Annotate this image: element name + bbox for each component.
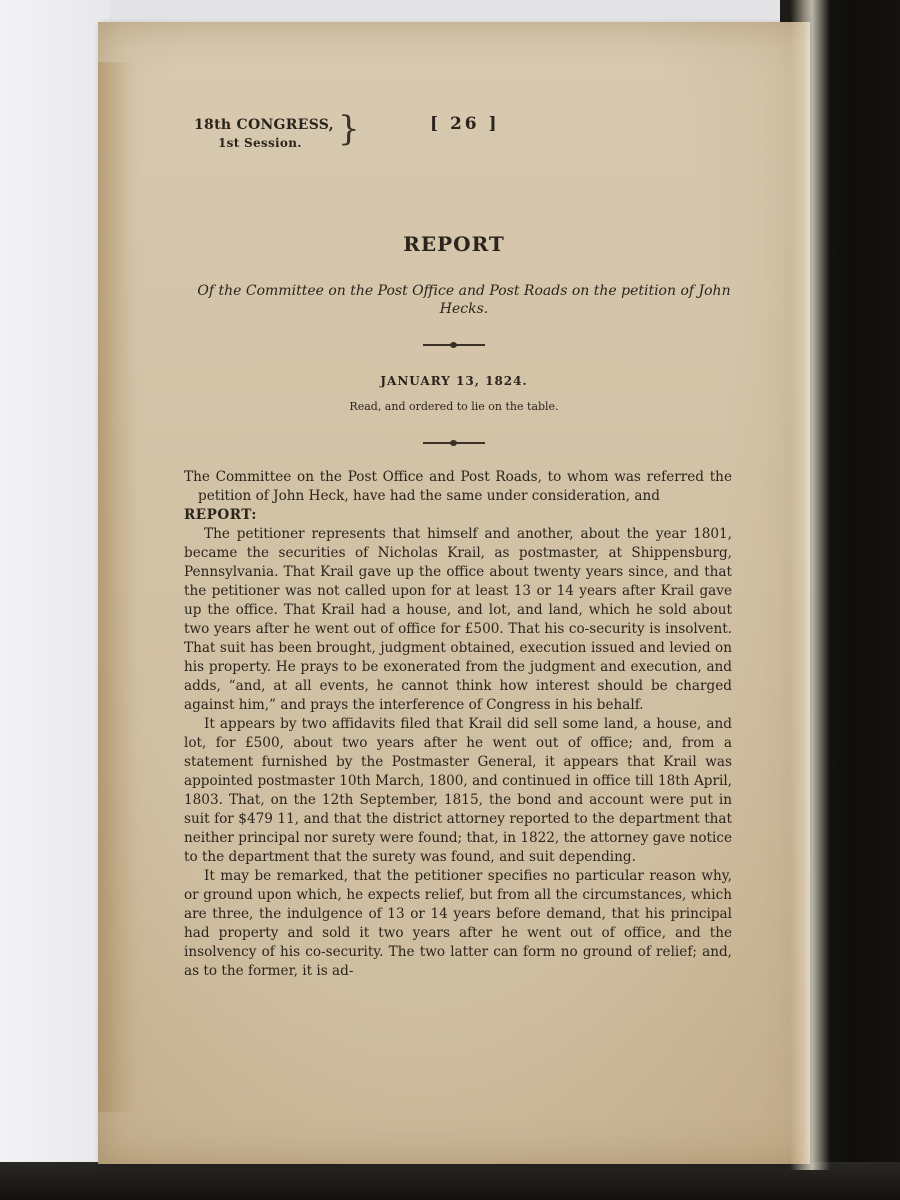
document-date: JANUARY 13, 1824. [380,374,528,388]
body-paragraph-3: It may be remarked, that the petitioner specifies no particular reason why, or ground upon which, he expects relief, but from all the circumstances, which are three, the indulgence of 13 or 14 years before demand, that his principal had property and sold it two years after he went out of office, and the insolvency of his co-security. The two latter can form no ground of relief; and, as to the former, it is ad- [184,868,732,979]
body-paragraph-1: The petitioner represents that himself and another, about the year 1801, became the securities of Nicholas Krail, as postmaster, at Shippensburg, Pennsylvania. That Krail gave up the office about twenty years since, and that the petitioner was not called upon for at least 13 or 14 years after Krail gave up the office. That Krail had a house, and lot, and land, which he sold about two years after he went out of office for £500. That his co-security is insolvent. That suit has been brought, judgment obtained, execution issued and levied on his property. He prays to be exonerated from the judgment and execution, and adds, “and, at all events, he cannot think how interest should be charged against him,” and prays the interference of Congress in his behalf. [184,526,732,713]
document-body [184,468,732,981]
document-page [98,22,810,1164]
ornamental-rule-top [423,344,485,346]
body-paragraph-2: It appears by two affidavits filed that Krail did sell some land, a house, and lot, for £500, about two years after he went out of office; and, from a statement furnished by the Postmaster General, it appears that Krail was appointed postmaster 10th March, 1800, and continued in office till 18th April, 1803. That, on the 12th September, 1815, the bond and account were put in suit for $479 11, and that the district attorney reported to the department that neither principal nor surety were found; that, in 1822, the attorney gave notice to the department that the surety was found, and suit depending. [184,716,732,865]
ornamental-rule-bottom [423,442,485,444]
paper-stain [98,62,136,1112]
document-title: REPORT [403,232,505,256]
read-note: Read, and ordered to lie on the table. [349,400,559,413]
background-left [0,0,110,1165]
document-subtitle: Of the Committee on the Post Office and Post Roads on the petition of John Hecks. [197,283,731,317]
congress-header [194,116,334,152]
page-number: [ 26 ] [430,114,500,134]
brace-glyph: } [338,109,360,149]
plastic-sleeve-edge [790,0,830,1170]
report-label: REPORT: [184,507,257,523]
session-label: 1st Session. [218,136,302,150]
background-bottom-dark [0,1162,900,1200]
congress-label: 18th CONGRESS, [194,117,334,133]
intro-paragraph: The Committee on the Post Office and Post Roads, to whom was referred the petition of John Heck, have had the same under consideration, and [184,469,732,504]
